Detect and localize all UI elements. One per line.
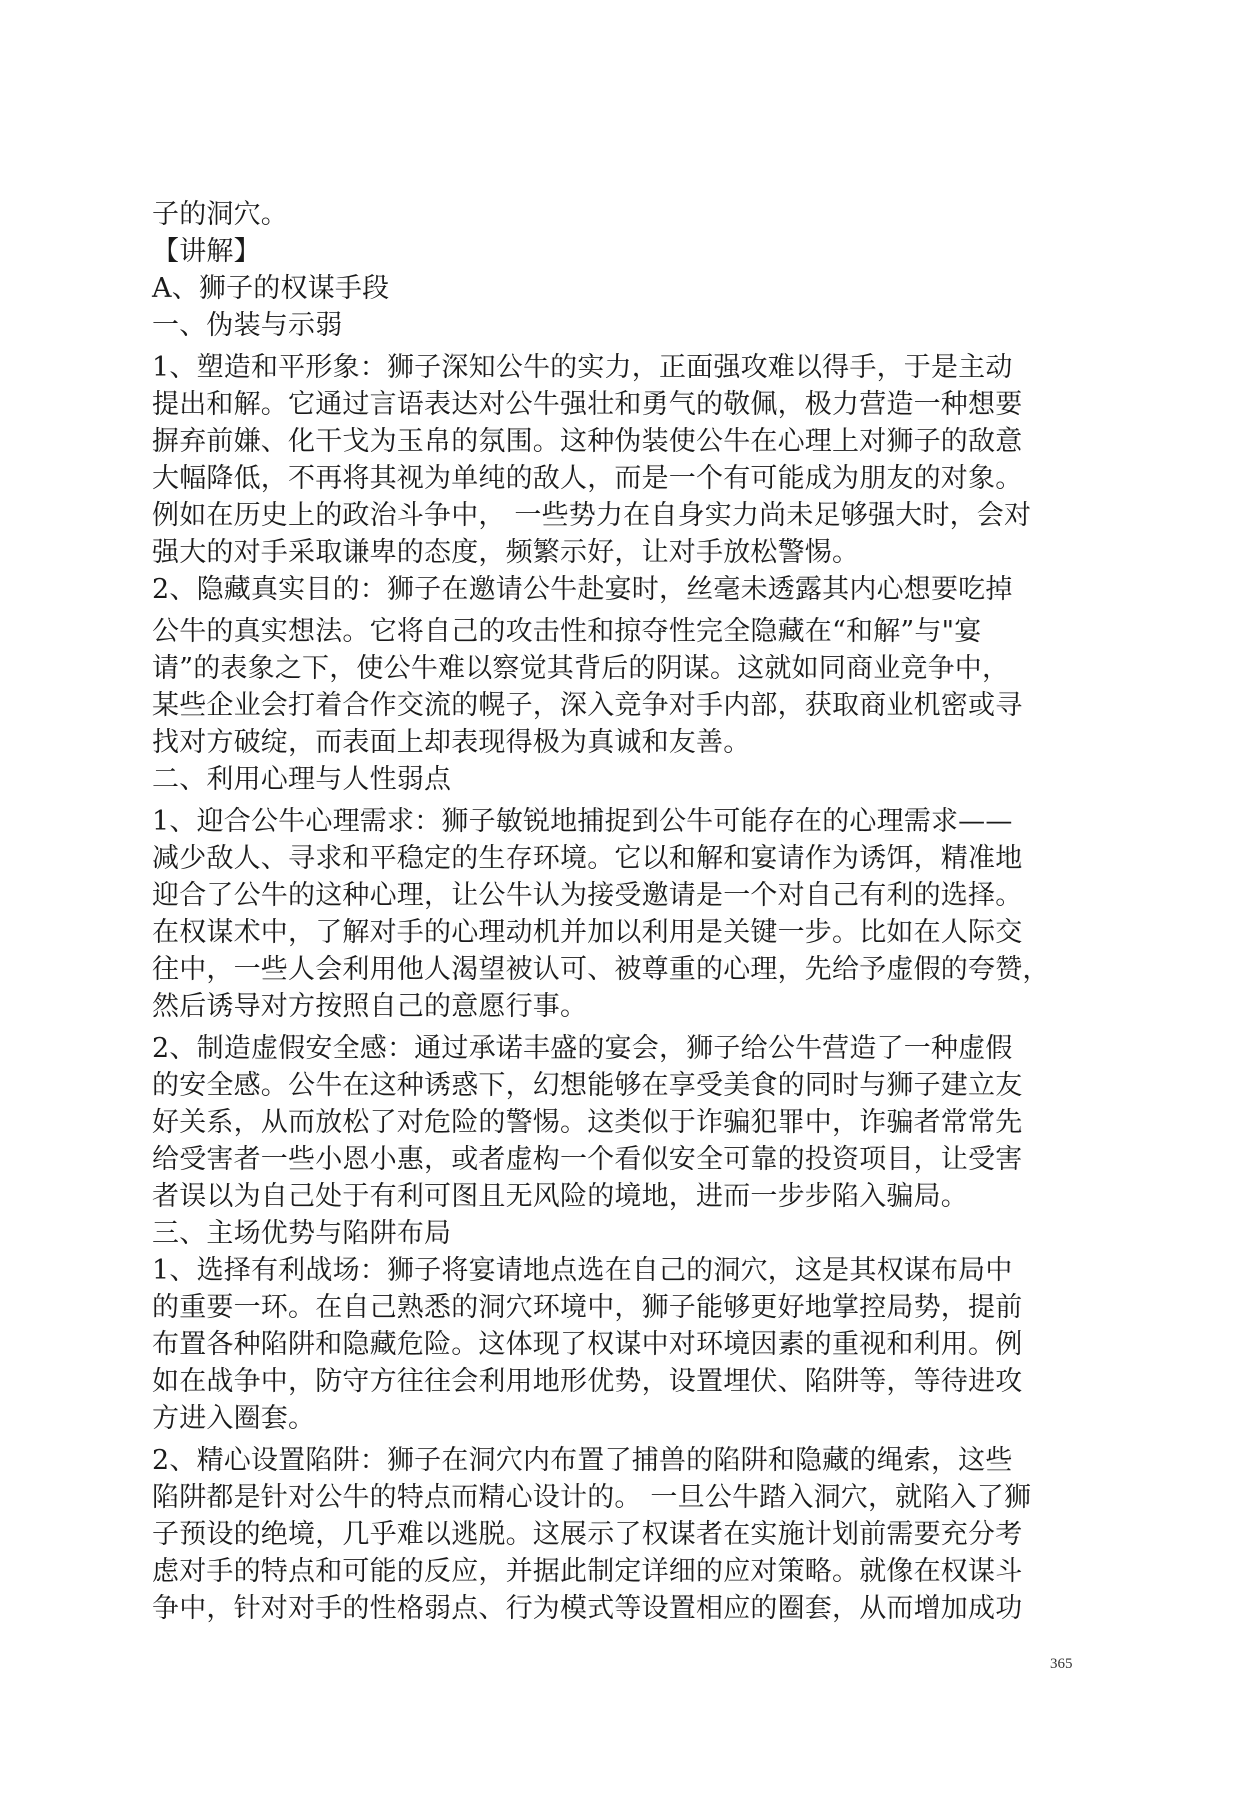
text-line: 大幅降低，不再将其视为单纯的敌人，而是一个有可能成为朋友的对象。 bbox=[152, 463, 1023, 494]
text-line: 者误以为自己处于有利可图且无风险的境地，进而一步步陷入骗局。 bbox=[152, 1181, 968, 1212]
text-line: 1、塑造和平形象：狮子深知公牛的实力，正面强攻难以得手，于是主动 bbox=[152, 352, 1013, 383]
text-line: 1、迎合公牛心理需求：狮子敏锐地捕捉到公牛可能存在的心理需求—— bbox=[152, 806, 1013, 837]
text-line: 2、隐藏真实目的：狮子在邀请公牛赴宴时，丝毫未透露其内心想要吃掉 bbox=[152, 574, 1013, 605]
text-line: 强大的对手采取谦卑的态度，频繁示好，让对手放松警惕。 bbox=[152, 537, 860, 568]
text-line: 请”的表象之下，使公牛难以察觉其背后的阴谋。这就如同商业竞争中， bbox=[152, 653, 1010, 684]
text-line: 布置各种陷阱和隐藏危险。这体现了权谋中对环境因素的重视和利用。例 bbox=[152, 1329, 1023, 1360]
text-line: 子预设的绝境，几乎难以逃脱。这展示了权谋者在实施计划前需要充分考 bbox=[152, 1519, 1023, 1550]
section-heading: 【讲解】 bbox=[152, 236, 261, 267]
subsection-heading: 三、主场优势与陷阱布局 bbox=[152, 1218, 452, 1249]
text-line: 2、精心设置陷阱：狮子在洞穴内布置了捕兽的陷阱和隐藏的绳索，这些 bbox=[152, 1445, 1013, 1476]
text-line: 的安全感。公牛在这种诱惑下，幻想能够在享受美食的同时与狮子建立友 bbox=[152, 1070, 1023, 1101]
text-line: 找对方破绽，而表面上却表现得极为真诚和友善。 bbox=[152, 727, 751, 758]
text-line: 公牛的真实想法。它将自己的攻击性和掠夺性完全隐藏在“和解”与"宴 bbox=[152, 616, 982, 647]
subsection-heading: 一、伪装与示弱 bbox=[152, 310, 343, 341]
text-line: 1、选择有利战场：狮子将宴请地点选在自己的洞穴，这是其权谋布局中 bbox=[152, 1255, 1013, 1286]
text-line: 往中，一些人会利用他人渴望被认可、被尊重的心理，先给予虚假的夸赞， bbox=[152, 954, 1050, 985]
text-line: 某些企业会打着合作交流的幌子，深入竞争对手内部，获取商业机密或寻 bbox=[152, 690, 1023, 721]
section-heading: A、狮子的权谋手段 bbox=[152, 273, 390, 304]
subsection-heading: 二、利用心理与人性弱点 bbox=[152, 764, 452, 795]
text-line: 陷阱都是针对公牛的特点而精心设计的。 一旦公牛踏入洞穴，就陷入了狮 bbox=[152, 1482, 1032, 1513]
text-line: 迎合了公牛的这种心理，让公牛认为接受邀请是一个对自己有利的选择。 bbox=[152, 880, 1023, 911]
text-line: 方进入圈套。 bbox=[152, 1403, 316, 1434]
text-line: 的重要一环。在自己熟悉的洞穴环境中，狮子能够更好地掌控局势，提前 bbox=[152, 1292, 1023, 1323]
text-line: 例如在历史上的政治斗争中， 一些势力在自身实力尚未足够强大时，会对 bbox=[152, 500, 1032, 531]
text-line: 如在战争中，防守方往往会利用地形优势，设置埋伏、陷阱等，等待进攻 bbox=[152, 1366, 1023, 1397]
text-line: 给受害者一些小恩小惠，或者虚构一个看似安全可靠的投资项目，让受害 bbox=[152, 1144, 1023, 1175]
page-number: 365 bbox=[1050, 1656, 1073, 1672]
text-line: 然后诱导对方按照自己的意愿行事。 bbox=[152, 991, 588, 1022]
text-line: 争中，针对对手的性格弱点、行为模式等设置相应的圈套，从而增加成功 bbox=[152, 1593, 1023, 1624]
text-line: 虑对手的特点和可能的反应，并据此制定详细的应对策略。就像在权谋斗 bbox=[152, 1556, 1023, 1587]
text-line: 在权谋术中，了解对手的心理动机并加以利用是关键一步。比如在人际交 bbox=[152, 917, 1023, 948]
text-line: 好关系，从而放松了对危险的警惕。这类似于诈骗犯罪中，诈骗者常常先 bbox=[152, 1107, 1023, 1138]
text-line: 2、制造虚假安全感：通过承诺丰盛的宴会，狮子给公牛营造了一种虚假 bbox=[152, 1033, 1013, 1064]
text-line: 提出和解。它通过言语表达对公牛强壮和勇气的敬佩，极力营造一种想要 bbox=[152, 389, 1023, 420]
text-line: 摒弃前嫌、化干戈为玉帛的氛围。这种伪装使公牛在心理上对狮子的敌意 bbox=[152, 426, 1023, 457]
body-text bbox=[152, 196, 1088, 1627]
text-line: 减少敌人、寻求和平稳定的生存环境。它以和解和宴请作为诱饵，精准地 bbox=[152, 843, 1023, 874]
text-line: 子的洞穴。 bbox=[152, 199, 288, 230]
